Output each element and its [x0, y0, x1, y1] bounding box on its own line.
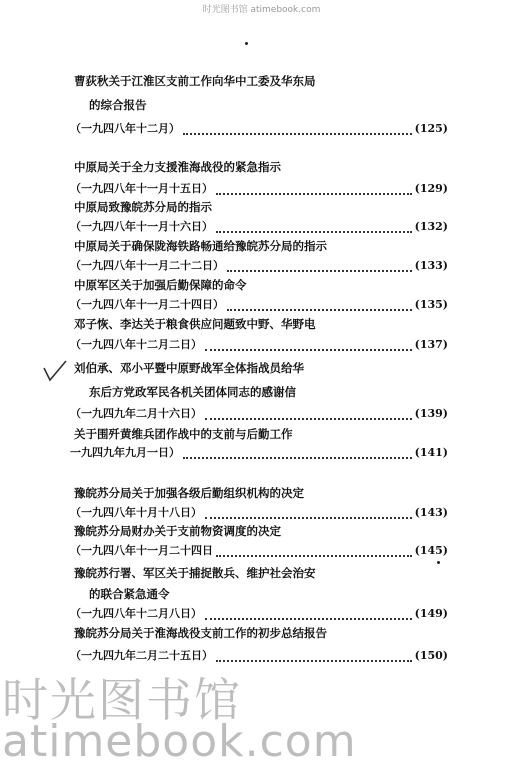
toc-entry-date: [70, 503, 448, 523]
toc-entry-date: [70, 335, 448, 355]
entry-page: (139): [414, 407, 448, 420]
toc-entry-date: [70, 179, 448, 199]
leader-dots: [216, 651, 412, 662]
entry-date: （一九四八年十二月）: [70, 122, 180, 135]
entry-date: （一九四八年十二月二日）: [70, 338, 202, 351]
entry-date: （一九四八年十二月八日）: [70, 607, 202, 620]
leader-dots: [227, 300, 412, 311]
entry-title: 豫皖苏行署、军区关于捕捉散兵、维护社会治安: [74, 566, 316, 580]
entry-title: 刘伯承、邓小平暨中原野战军全体指战员给华: [74, 361, 304, 375]
leader-dots: [183, 124, 412, 135]
toc-entry-date: [70, 295, 448, 315]
leader-dots: [216, 546, 412, 557]
entry-title: 的联合紧急通令: [89, 587, 170, 601]
leader-dots: [205, 409, 412, 420]
entry-date: （一九四九年二月十六日）: [70, 407, 202, 420]
site-header: 时光图书馆 atimebook.com: [202, 5, 321, 15]
watermark-english: atimebook.com: [2, 716, 357, 767]
entry-title: 曹荻秋关于江淮区支前工作向华中工委及华东局: [74, 74, 316, 88]
entry-date: （一九四八年十一月十六日）: [70, 220, 213, 233]
entry-page: (150): [414, 649, 448, 662]
entry-title: 东后方党政军民各机关团体同志的感谢信: [89, 385, 296, 399]
entry-page: (129): [414, 182, 448, 195]
leader-dots: [216, 222, 412, 233]
entry-date: （一九四八年十一月十五日）: [70, 182, 213, 195]
entry-date: （一九四九年二月二十五日）: [70, 649, 213, 662]
entry-page: (137): [414, 338, 448, 351]
entry-page: (133): [414, 259, 448, 272]
entry-date: （一九四八年十一月二十四日）: [70, 298, 224, 311]
entry-date: （一九四八年十一月二十四日: [70, 544, 213, 557]
leader-dots: [205, 609, 412, 620]
watermark-chinese: 时光图书馆: [2, 673, 242, 727]
leader-dots: [205, 508, 412, 519]
toc-entry-date: [70, 646, 448, 666]
leader-dots: [183, 448, 412, 459]
leader-dots: [205, 340, 412, 351]
entry-title: 的综合报告: [89, 98, 147, 112]
toc-entry-date: [70, 217, 448, 237]
toc-entry-date: [70, 256, 448, 276]
leader-dots: [216, 184, 412, 195]
toc-entry-date: [70, 541, 448, 561]
leader-dots: [227, 261, 412, 272]
entry-title: 豫皖苏分局财办关于支前物资调度的决定: [74, 524, 281, 538]
entry-date: （一九四八年十一月二十二日）: [70, 259, 224, 272]
entry-title: 中原军区关于加强后勤保障的命令: [74, 278, 247, 292]
entry-title: 豫皖苏分局关于淮海战役支前工作的初步总结报告: [74, 626, 327, 640]
entry-page: (149): [414, 607, 448, 620]
entry-page: (135): [414, 298, 448, 311]
entry-title: 中原局关于确保陇海铁路畅通给豫皖苏分局的指示: [74, 239, 327, 253]
entry-page: (141): [414, 446, 448, 459]
entry-date: （一九四八年十月十八日）: [70, 506, 202, 519]
entry-title: 关于围歼黄维兵团作战中的支前与后勤工作: [74, 427, 293, 441]
entry-page: (143): [414, 506, 448, 519]
entry-page: (132): [414, 220, 448, 233]
entry-date: 一九四九年九月一日）: [70, 446, 180, 459]
entry-page: (145): [414, 544, 448, 557]
entry-title: 中原局关于全力支援淮海战役的紧急指示: [74, 160, 281, 174]
entry-title: 豫皖苏分局关于加强各级后勤组织机构的决定: [74, 486, 304, 500]
toc-entry-date: [70, 443, 448, 463]
entry-title: 邓子恢、李达关于粮食供应问题致中野、华野电: [74, 317, 316, 331]
toc-entry-date: [70, 119, 448, 139]
toc-entry-date: [70, 604, 448, 624]
entry-title: 中原局致豫皖苏分局的指示: [74, 200, 212, 214]
toc-entry-date: [70, 404, 448, 424]
entry-page: (125): [414, 122, 448, 135]
